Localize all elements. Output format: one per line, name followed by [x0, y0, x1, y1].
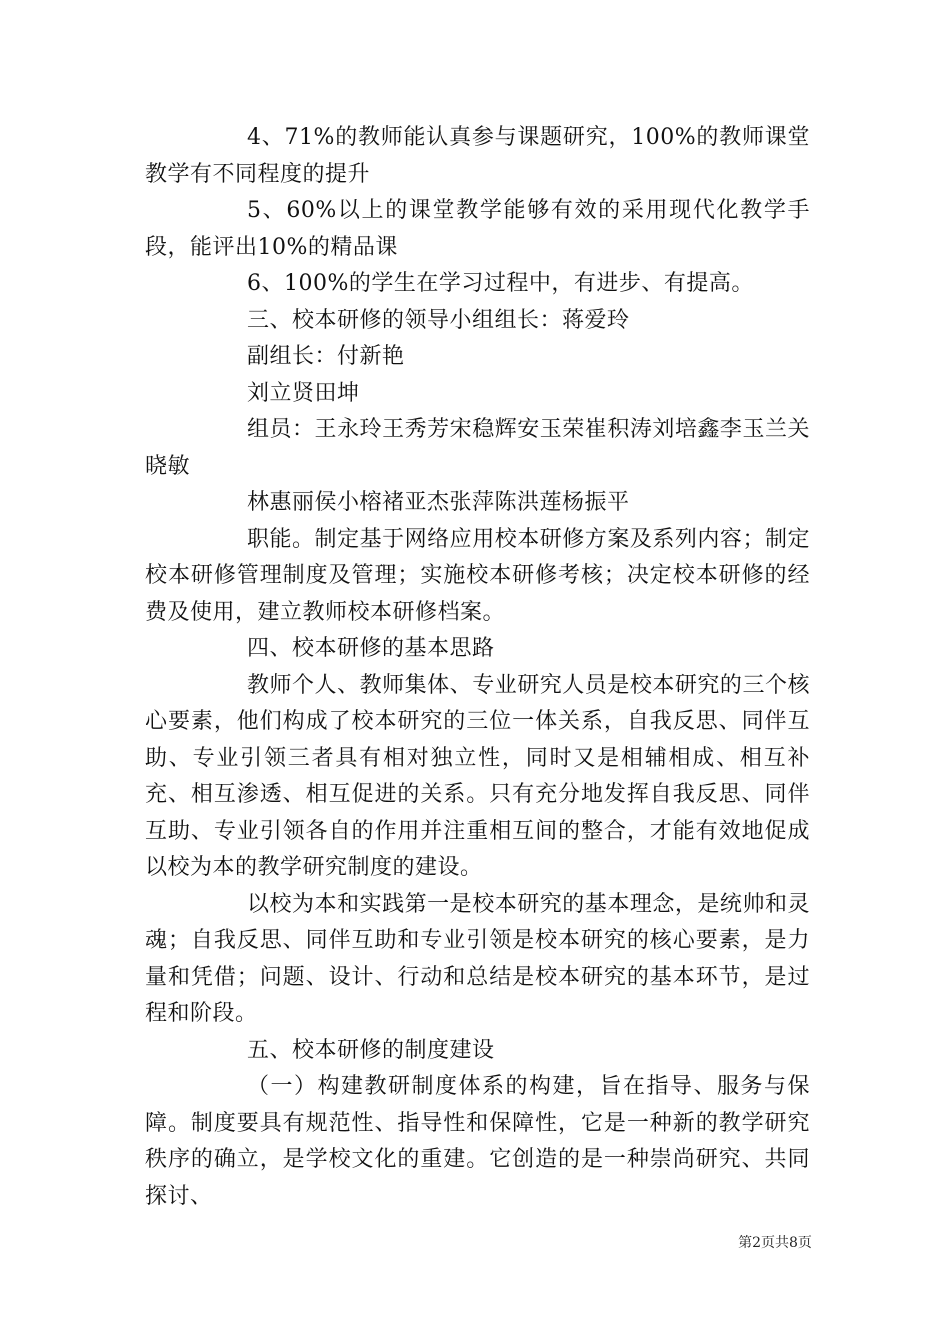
paragraph-goal-4: 4、71%的教师能认真参与课题研究，100%的教师课堂教学有不同程度的提升 — [145, 125, 810, 187]
paragraph-goal-6: 6、100%的学生在学习过程中，有进步、有提高。 — [247, 271, 754, 296]
page-number-footer: 第2页共8页 — [738, 1235, 812, 1251]
section-heading-system: 五、校本研修的制度建设 — [247, 1037, 495, 1063]
paragraph-goal-5: 5、60%以上的课堂教学能够有效的采用现代化教学手段，能评出10%的精品课 — [145, 198, 810, 260]
document-body — [145, 120, 810, 1215]
paragraph-members: 组员：王永玲王秀芳宋稳辉安玉荣崔积涛刘培鑫李玉兰关晓敏 — [145, 417, 810, 479]
paragraph-members-continued: 林惠丽侯小榕褚亚杰张萍陈洪莲杨振平 — [247, 490, 630, 515]
paragraph-duties: 职能。制定基于网络应用校本研修方案及系列内容；制定校本研修管理制度及管理；实施校本研修考核；决定校本研修的经费及使用，建立教师校本研修档案。 — [145, 526, 810, 625]
paragraph-vice-leader: 副组长：付新艳 — [247, 344, 405, 369]
section-heading-leadership: 三、校本研修的领导小组组长：蒋爱玲 — [247, 307, 630, 333]
section-heading-approach: 四、校本研修的基本思路 — [247, 636, 495, 661]
paragraph-approach-elements: 教师个人、教师集体、专业研究人员是校本研究的三个核心要素，他们构成了校本研究的三位一体关系，自我反思、同伴互助、专业引领三者具有相对独立性，同时又是相辅相成、相互补充、相互渗透、相互促进的关系。只有充分地发挥自我反思、同伴互助、专业引领各自的作用并注重相互间的整合，才能有效地促成以校为本的教学研究制度的建设。 — [145, 672, 810, 880]
paragraph-approach-concept: 以校为本和实践第一是校本研究的基本理念，是统帅和灵魂；自我反思、同伴互助和专业引领是校本研究的核心要素，是力量和凭借；问题、设计、行动和总结是校本研究的基本环节，是过程和阶段。 — [145, 891, 810, 1026]
paragraph-system-build: （一）构建教研制度体系的构建，旨在指导、服务与保障。制度要具有规范性、指导性和保障性，它是一种新的教学研究秩序的确立，是学校文化的重建。它创造的是一种崇尚研究、共同探讨、 — [145, 1074, 810, 1209]
paragraph-vice-leader-names: 刘立贤田坤 — [247, 380, 360, 406]
